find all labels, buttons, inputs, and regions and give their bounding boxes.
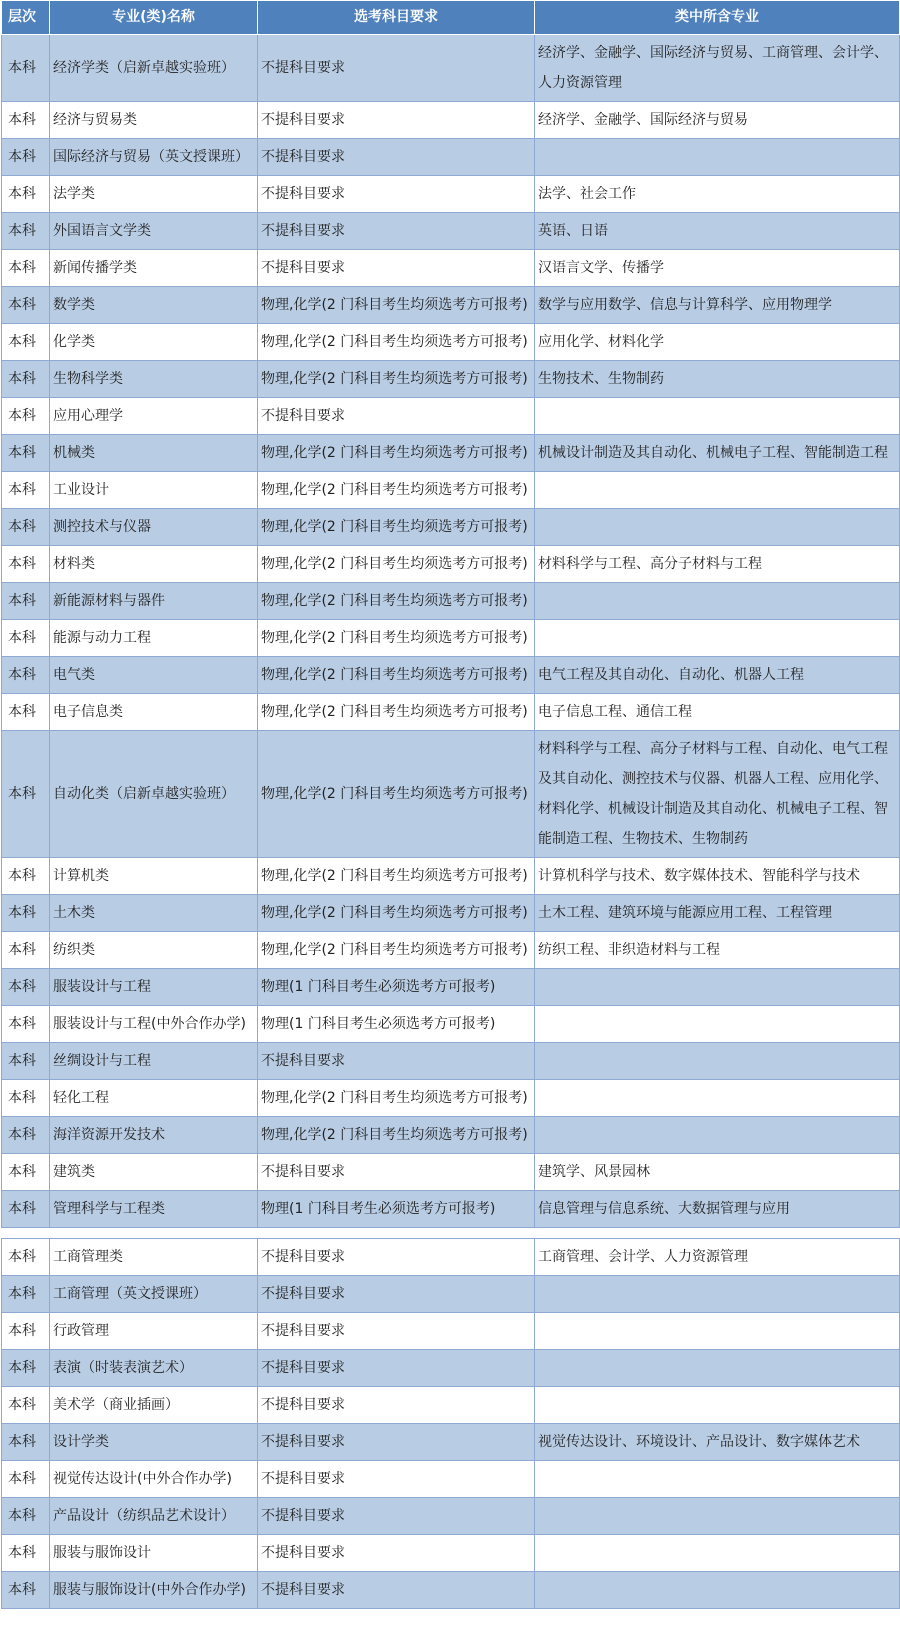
table-row	[2, 583, 900, 620]
cell-included-majors: 经济学、金融学、国际经济与贸易	[535, 102, 900, 139]
cell-included-majors	[535, 1387, 900, 1424]
cell-included-majors	[535, 969, 900, 1006]
cell-included-majors: 材料科学与工程、高分子材料与工程、自动化、电气工程及其自动化、测控技术与仪器、机器人工程、应用化学、材料化学、机械设计制造及其自动化、机械电子工程、智能制造工程、生物技术、生物制药	[535, 731, 900, 858]
cell-major-name: 美术学（商业插画）	[50, 1387, 258, 1424]
cell-included-majors	[535, 509, 900, 546]
cell-subject-requirement: 物理,化学(2 门科目考生均须选考方可报考)	[258, 1080, 535, 1117]
cell-included-majors: 经济学、金融学、国际经济与贸易、工商管理、会计学、人力资源管理	[535, 35, 900, 102]
cell-included-majors: 土木工程、建筑环境与能源应用工程、工程管理	[535, 895, 900, 932]
cell-level: 本科	[2, 102, 50, 139]
cell-level: 本科	[2, 1191, 50, 1228]
cell-included-majors: 应用化学、材料化学	[535, 324, 900, 361]
cell-level: 本科	[2, 657, 50, 694]
cell-included-majors	[535, 1276, 900, 1313]
cell-included-majors	[535, 1080, 900, 1117]
cell-included-majors	[535, 472, 900, 509]
table-row	[2, 1535, 900, 1572]
table-row	[2, 1313, 900, 1350]
cell-subject-requirement: 不提科目要求	[258, 250, 535, 287]
table-row	[2, 1154, 900, 1191]
table-row	[2, 731, 900, 858]
cell-level: 本科	[2, 472, 50, 509]
cell-major-name: 新闻传播学类	[50, 250, 258, 287]
cell-level: 本科	[2, 1350, 50, 1387]
table-row	[2, 435, 900, 472]
cell-included-majors	[535, 1006, 900, 1043]
cell-major-name: 材料类	[50, 546, 258, 583]
cell-level: 本科	[2, 287, 50, 324]
cell-subject-requirement: 物理,化学(2 门科目考生均须选考方可报考)	[258, 932, 535, 969]
cell-included-majors: 工商管理、会计学、人力资源管理	[535, 1239, 900, 1276]
cell-included-majors: 纺织工程、非织造材料与工程	[535, 932, 900, 969]
cell-included-majors: 材料科学与工程、高分子材料与工程	[535, 546, 900, 583]
admission-table-2	[1, 1238, 900, 1609]
cell-subject-requirement: 不提科目要求	[258, 1350, 535, 1387]
cell-major-name: 机械类	[50, 435, 258, 472]
cell-subject-requirement: 物理,化学(2 门科目考生均须选考方可报考)	[258, 694, 535, 731]
cell-major-name: 能源与动力工程	[50, 620, 258, 657]
cell-level: 本科	[2, 620, 50, 657]
cell-major-name: 新能源材料与器件	[50, 583, 258, 620]
cell-subject-requirement: 不提科目要求	[258, 1535, 535, 1572]
cell-level: 本科	[2, 583, 50, 620]
cell-included-majors: 计算机科学与技术、数字媒体技术、智能科学与技术	[535, 858, 900, 895]
cell-included-majors: 数学与应用数学、信息与计算科学、应用物理学	[535, 287, 900, 324]
cell-subject-requirement: 不提科目要求	[258, 1313, 535, 1350]
cell-included-majors: 汉语言文学、传播学	[535, 250, 900, 287]
cell-level: 本科	[2, 858, 50, 895]
table-row	[2, 324, 900, 361]
table-row	[2, 895, 900, 932]
table-row	[2, 1239, 900, 1276]
cell-major-name: 经济与贸易类	[50, 102, 258, 139]
cell-included-majors	[535, 139, 900, 176]
cell-major-name: 工商管理（英文授课班）	[50, 1276, 258, 1313]
cell-included-majors	[535, 1350, 900, 1387]
cell-major-name: 生物科学类	[50, 361, 258, 398]
cell-major-name: 工商管理类	[50, 1239, 258, 1276]
cell-major-name: 服装与服饰设计(中外合作办学)	[50, 1572, 258, 1609]
cell-major-name: 电气类	[50, 657, 258, 694]
cell-subject-requirement: 物理,化学(2 门科目考生均须选考方可报考)	[258, 858, 535, 895]
cell-level: 本科	[2, 139, 50, 176]
table-row	[2, 361, 900, 398]
cell-included-majors: 电气工程及其自动化、自动化、机器人工程	[535, 657, 900, 694]
table-row	[2, 213, 900, 250]
cell-level: 本科	[2, 1498, 50, 1535]
cell-included-majors: 电子信息工程、通信工程	[535, 694, 900, 731]
cell-subject-requirement: 物理,化学(2 门科目考生均须选考方可报考)	[258, 546, 535, 583]
cell-included-majors	[535, 1572, 900, 1609]
cell-major-name: 表演（时装表演艺术）	[50, 1350, 258, 1387]
cell-subject-requirement: 不提科目要求	[258, 1461, 535, 1498]
cell-major-name: 土木类	[50, 895, 258, 932]
table-row	[2, 509, 900, 546]
table-row	[2, 1006, 900, 1043]
cell-level: 本科	[2, 509, 50, 546]
cell-subject-requirement: 物理,化学(2 门科目考生均须选考方可报考)	[258, 324, 535, 361]
cell-subject-requirement: 不提科目要求	[258, 139, 535, 176]
cell-included-majors	[535, 1117, 900, 1154]
table-row	[2, 1350, 900, 1387]
cell-level: 本科	[2, 361, 50, 398]
cell-included-majors: 视觉传达设计、环境设计、产品设计、数字媒体艺术	[535, 1424, 900, 1461]
cell-included-majors	[535, 583, 900, 620]
cell-major-name: 数学类	[50, 287, 258, 324]
cell-major-name: 电子信息类	[50, 694, 258, 731]
cell-subject-requirement: 不提科目要求	[258, 1239, 535, 1276]
cell-subject-requirement: 物理(1 门科目考生必须选考方可报考)	[258, 1191, 535, 1228]
cell-included-majors	[535, 398, 900, 435]
cell-level: 本科	[2, 324, 50, 361]
cell-subject-requirement: 物理,化学(2 门科目考生均须选考方可报考)	[258, 472, 535, 509]
cell-included-majors	[535, 1498, 900, 1535]
table-row	[2, 657, 900, 694]
cell-level: 本科	[2, 1043, 50, 1080]
cell-level: 本科	[2, 1387, 50, 1424]
cell-major-name: 海洋资源开发技术	[50, 1117, 258, 1154]
cell-level: 本科	[2, 969, 50, 1006]
table-row	[2, 1424, 900, 1461]
cell-level: 本科	[2, 1276, 50, 1313]
table-row	[2, 1461, 900, 1498]
cell-subject-requirement: 物理,化学(2 门科目考生均须选考方可报考)	[258, 287, 535, 324]
cell-level: 本科	[2, 1006, 50, 1043]
table-row	[2, 102, 900, 139]
cell-subject-requirement: 物理,化学(2 门科目考生均须选考方可报考)	[258, 1117, 535, 1154]
cell-major-name: 应用心理学	[50, 398, 258, 435]
cell-subject-requirement: 不提科目要求	[258, 1387, 535, 1424]
cell-level: 本科	[2, 694, 50, 731]
table-row	[2, 35, 900, 102]
table-row	[2, 1117, 900, 1154]
cell-included-majors: 建筑学、风景园林	[535, 1154, 900, 1191]
cell-subject-requirement: 物理(1 门科目考生必须选考方可报考)	[258, 1006, 535, 1043]
cell-major-name: 经济学类（启新卓越实验班）	[50, 35, 258, 102]
cell-subject-requirement: 不提科目要求	[258, 102, 535, 139]
admission-table-1	[1, 0, 900, 1228]
cell-subject-requirement: 不提科目要求	[258, 176, 535, 213]
cell-level: 本科	[2, 731, 50, 858]
cell-subject-requirement: 不提科目要求	[258, 213, 535, 250]
table-row	[2, 398, 900, 435]
cell-major-name: 工业设计	[50, 472, 258, 509]
cell-subject-requirement: 不提科目要求	[258, 1043, 535, 1080]
cell-included-majors	[535, 1535, 900, 1572]
cell-subject-requirement: 不提科目要求	[258, 1572, 535, 1609]
cell-subject-requirement: 物理,化学(2 门科目考生均须选考方可报考)	[258, 361, 535, 398]
table-row	[2, 1043, 900, 1080]
table-row	[2, 1498, 900, 1535]
table-header-row	[2, 1, 900, 35]
cell-subject-requirement: 物理(1 门科目考生必须选考方可报考)	[258, 969, 535, 1006]
table-row	[2, 287, 900, 324]
cell-subject-requirement: 物理,化学(2 门科目考生均须选考方可报考)	[258, 657, 535, 694]
cell-major-name: 管理科学与工程类	[50, 1191, 258, 1228]
table-row	[2, 472, 900, 509]
cell-subject-requirement: 物理,化学(2 门科目考生均须选考方可报考)	[258, 895, 535, 932]
cell-level: 本科	[2, 1117, 50, 1154]
cell-level: 本科	[2, 1313, 50, 1350]
cell-level: 本科	[2, 1080, 50, 1117]
cell-level: 本科	[2, 1154, 50, 1191]
cell-major-name: 丝绸设计与工程	[50, 1043, 258, 1080]
cell-level: 本科	[2, 1535, 50, 1572]
table-row	[2, 858, 900, 895]
cell-included-majors	[535, 1043, 900, 1080]
table-row	[2, 969, 900, 1006]
table-gap	[0, 1228, 900, 1238]
cell-major-name: 测控技术与仪器	[50, 509, 258, 546]
header-included-majors: 类中所含专业	[535, 1, 900, 35]
header-subject-requirement: 选考科目要求	[258, 1, 535, 35]
cell-subject-requirement: 不提科目要求	[258, 1498, 535, 1535]
table-row	[2, 546, 900, 583]
table-row	[2, 1572, 900, 1609]
table-row	[2, 932, 900, 969]
cell-major-name: 服装设计与工程	[50, 969, 258, 1006]
cell-included-majors: 信息管理与信息系统、大数据管理与应用	[535, 1191, 900, 1228]
cell-level: 本科	[2, 435, 50, 472]
table-row	[2, 694, 900, 731]
cell-major-name: 轻化工程	[50, 1080, 258, 1117]
cell-subject-requirement: 不提科目要求	[258, 398, 535, 435]
cell-major-name: 纺织类	[50, 932, 258, 969]
cell-major-name: 服装设计与工程(中外合作办学)	[50, 1006, 258, 1043]
cell-included-majors	[535, 1313, 900, 1350]
cell-subject-requirement: 物理,化学(2 门科目考生均须选考方可报考)	[258, 509, 535, 546]
cell-level: 本科	[2, 398, 50, 435]
cell-level: 本科	[2, 932, 50, 969]
cell-subject-requirement: 物理,化学(2 门科目考生均须选考方可报考)	[258, 620, 535, 657]
cell-major-name: 计算机类	[50, 858, 258, 895]
cell-subject-requirement: 物理,化学(2 门科目考生均须选考方可报考)	[258, 435, 535, 472]
cell-major-name: 化学类	[50, 324, 258, 361]
cell-level: 本科	[2, 1424, 50, 1461]
cell-level: 本科	[2, 176, 50, 213]
cell-included-majors	[535, 1461, 900, 1498]
cell-major-name: 服装与服饰设计	[50, 1535, 258, 1572]
table-row	[2, 620, 900, 657]
cell-subject-requirement: 不提科目要求	[258, 1424, 535, 1461]
cell-included-majors: 英语、日语	[535, 213, 900, 250]
table-row	[2, 1080, 900, 1117]
cell-major-name: 设计学类	[50, 1424, 258, 1461]
cell-major-name: 法学类	[50, 176, 258, 213]
cell-major-name: 产品设计（纺织品艺术设计）	[50, 1498, 258, 1535]
cell-subject-requirement: 物理,化学(2 门科目考生均须选考方可报考)	[258, 583, 535, 620]
header-level: 层次	[2, 1, 50, 35]
cell-subject-requirement: 物理,化学(2 门科目考生均须选考方可报考)	[258, 731, 535, 858]
cell-level: 本科	[2, 250, 50, 287]
cell-included-majors: 生物技术、生物制药	[535, 361, 900, 398]
table-row	[2, 250, 900, 287]
cell-included-majors	[535, 620, 900, 657]
table-row	[2, 1276, 900, 1313]
table-row	[2, 1191, 900, 1228]
cell-level: 本科	[2, 213, 50, 250]
header-major-name: 专业(类)名称	[50, 1, 258, 35]
cell-major-name: 视觉传达设计(中外合作办学)	[50, 1461, 258, 1498]
table-row	[2, 1387, 900, 1424]
cell-subject-requirement: 不提科目要求	[258, 1276, 535, 1313]
cell-major-name: 外国语言文学类	[50, 213, 258, 250]
cell-major-name: 自动化类（启新卓越实验班）	[50, 731, 258, 858]
cell-subject-requirement: 不提科目要求	[258, 1154, 535, 1191]
table-row	[2, 139, 900, 176]
cell-level: 本科	[2, 1239, 50, 1276]
cell-included-majors: 法学、社会工作	[535, 176, 900, 213]
cell-level: 本科	[2, 1572, 50, 1609]
cell-level: 本科	[2, 35, 50, 102]
cell-included-majors: 机械设计制造及其自动化、机械电子工程、智能制造工程	[535, 435, 900, 472]
table-row	[2, 176, 900, 213]
cell-level: 本科	[2, 1461, 50, 1498]
cell-level: 本科	[2, 895, 50, 932]
cell-subject-requirement: 不提科目要求	[258, 35, 535, 102]
cell-major-name: 行政管理	[50, 1313, 258, 1350]
cell-major-name: 国际经济与贸易（英文授课班）	[50, 139, 258, 176]
cell-level: 本科	[2, 546, 50, 583]
cell-major-name: 建筑类	[50, 1154, 258, 1191]
